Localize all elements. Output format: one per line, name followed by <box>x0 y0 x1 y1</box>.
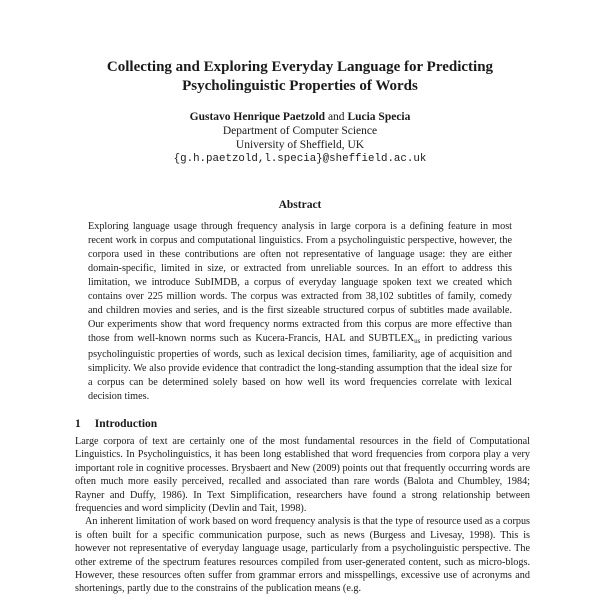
intro-paragraph-2: An inherent limitation of work based on word frequency analysis is that the type of resource used as a corpus is often built for a specific communication purpose, such as news (Burgess and Livesay, 1998). This is however not representative of everyday language usage, particularly from a psycholinguistic perspective. The other extreme of the spectrum features resources compiled from user-generated content, such as micro-blogs. However, these resources often suffer from grammar errors and misspellings, excessive use of acronyms and shortenings, partly due to the constrains of the publication means (e.g. <box>75 516 531 595</box>
abstract-subscript: us <box>414 337 421 345</box>
title-line-1: Collecting and Exploring Everyday Language for Predicting <box>106 59 494 75</box>
author-names <box>80 110 520 124</box>
paper-title <box>60 58 540 96</box>
abstract-text <box>88 220 512 404</box>
author-email: {g.h.paetzold,l.specia}@sheffield.ac.uk <box>173 153 427 165</box>
section-number: 1 <box>75 418 81 430</box>
section-heading-introduction <box>75 418 157 430</box>
abstract-part-2: in predicting various psycholinguistic properties of words, such as lexical decision times, familiarity, age of acquisition and simplicity. We also provide evidence that contradict the long-standing assumption that the ideal size for a corpus can be determined solely based on how well its word frequencies correlate with lexical decision times. <box>88 333 512 402</box>
author-block <box>80 110 520 166</box>
author-conjunction: and <box>327 111 345 123</box>
department: Department of Computer Science <box>222 125 378 137</box>
intro-paragraph-1: Large corpora of text are certainly one of the most fundamental resources in the field of Computational Linguistics. In Psycholinguistics, it has been long established that word frequencies from corpora play a very important role in cognitive processes. Brysbaert and New (2009) points out that frequently occurring words are often much more easily perceived, recalled and associated than rare words (Balota and Chumbley, 1984; Rayner and Duffy, 1986). In Text Simplification, researchers have found a strong relationship between frequencies and word simplicity (Devlin and Tait, 1998). <box>75 436 530 515</box>
title-line-2: Psycholinguistic Properties of Words <box>182 78 418 94</box>
section-title: Introduction <box>94 418 158 430</box>
author-1: Gustavo Henrique Paetzold <box>189 111 326 123</box>
introduction-body <box>75 435 530 596</box>
abstract-heading: Abstract <box>278 199 322 211</box>
university: University of Sheffield, UK <box>235 139 365 151</box>
author-2: Lucia Specia <box>347 111 411 123</box>
abstract-part-1: Exploring language usage through frequency analysis in large corpora is a defining feature in most recent work in corpus and computational linguistics. From a psycholinguistic perspective, however, the corpora used in these contributions are often not representative of language usage: they are either domain-specific, limited in size, or extracted from unreliable sources. In an effort to address this limitation, we introduce SubIMDB, a corpus of everyday language spoken text we created which contains over 225 million words. The corpus was extracted from 38,102 subtitles of family, comedy and children movies and series, and is the first sizeable structured corpus of subtitles made available. Our experiments show that word frequency norms extracted from this corpus are more effective than those from well-known norms such as Kucera-Francis, HAL and SUBTLEX <box>88 221 512 344</box>
